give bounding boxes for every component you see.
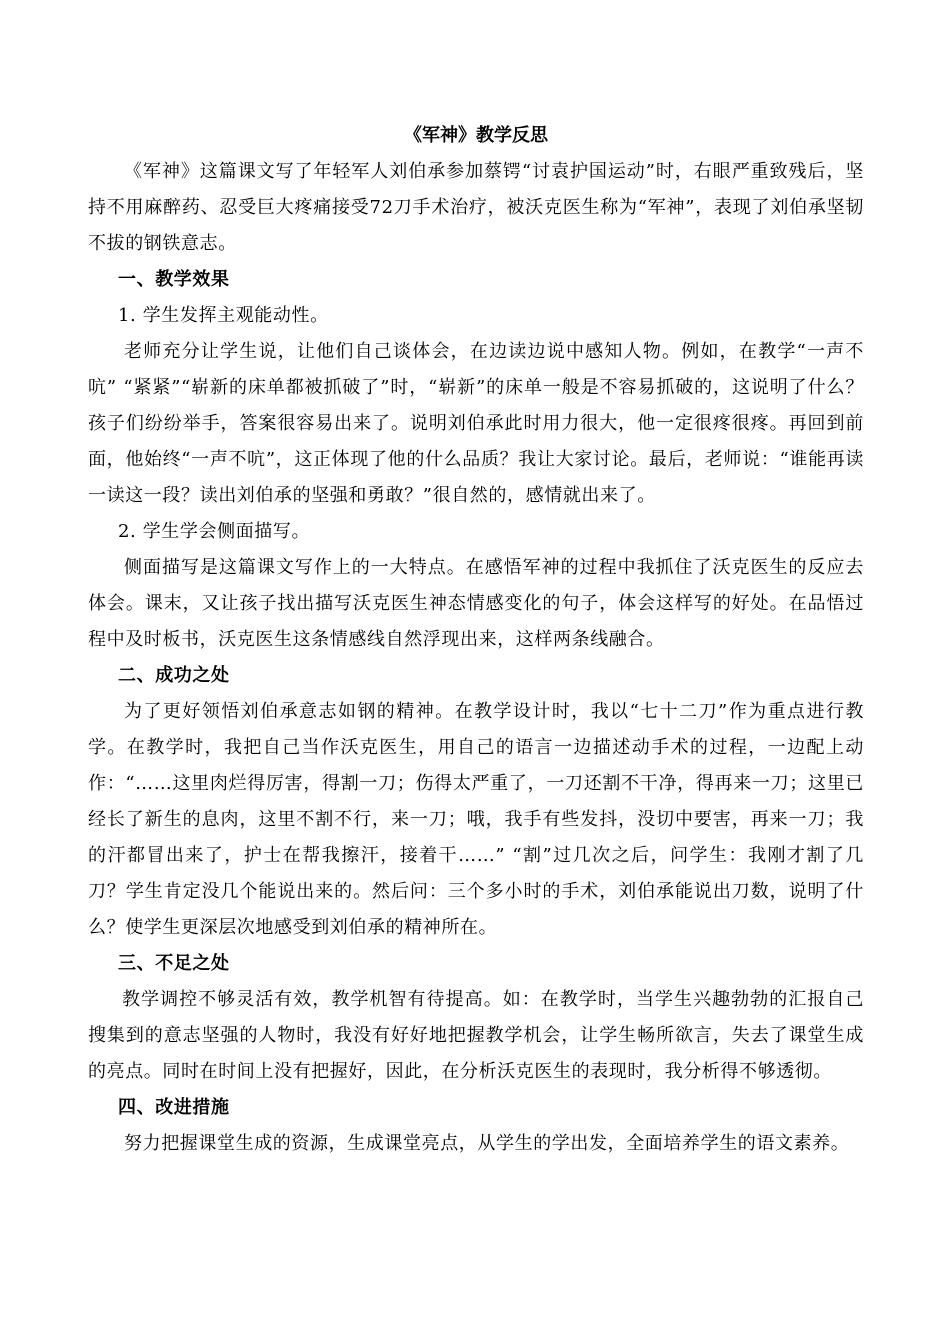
document-title: 《军神》教学反思: [404, 125, 548, 146]
body-paragraph: 侧面描写是这篇课文写作上的一大特点。在感悟军神的过程中我抓住了沃克医生的反应去体会。课末，又让孩子找出描写沃克医生神态情感变化的句子，体会这样写的好处。在品悟过程中及时板书，沃克医生这条情感线自然浮现出来，这样两条线融合。: [88, 557, 864, 650]
body-paragraph: 努力把握课堂生成的资源，生成课堂亮点，从学生的学出发，全面培养学生的语文素养。: [124, 1133, 850, 1154]
intro-paragraph: 《军神》这篇课文写了年轻军人刘伯承参加蔡锷“讨袁护国运动”时，右眼严重致残后，坚持不用麻醉药、忍受巨大疼痛接受72刀手术治疗，被沃克医生称为“军神”，表现了刘伯承坚韧不拔的钢铁意志。: [88, 161, 864, 254]
section-success: [88, 658, 864, 946]
section-improvements: [88, 1090, 864, 1162]
document-page: [88, 118, 864, 1162]
section-heading: 一、教学效果: [118, 269, 230, 290]
body-paragraph: 教学调控不够灵活有效，教学机智有待提高。如：在教学时，当学生兴趣勃勃的汇报自己搜集到的意志坚强的人物时，我没有好好地把握教学机会，让学生畅所欲言，失去了课堂生成的亮点。同时在时间上没有把握好，因此，在分析沃克医生的表现时，我分析得不够透彻。: [88, 989, 864, 1082]
body-paragraph: 为了更好领悟刘伯承意志如钢的精神。在教学设计时，我以“七十二刀”作为重点进行教学。在教学时，我把自己当作沃克医生，用自己的语言一边描述动手术的过程，一边配上动作：“……这里肉烂得厉害，得割一刀；伤得太严重了，一刀还割不干净，得再来一刀；这里已经长了新生的息肉，这里不割不行，来一刀；哦，我手有些发抖，没切中要害，再来一刀；我的汗都冒出来了，护士在帮我擦汗，接着干……” “割”过几次之后，问学生：我刚才割了几刀？学生肯定没几个能说出来的。然后问：三个多小时的手术，刘伯承能说出刀数，说明了什么？使学生更深层次地感受到刘伯承的精神所在。: [88, 701, 864, 938]
section-heading: 二、成功之处: [118, 665, 230, 686]
list-item: 2. 学生学会侧面描写。: [118, 521, 311, 542]
section-teaching-effect: [88, 262, 864, 658]
section-shortcomings: [88, 946, 864, 1090]
body-paragraph: 老师充分让学生说，让他们自己谈体会，在边读边说中感知人物。例如，在教学“一声不吭” “紧紧”“崭新的床单都被抓破了”时，“崭新”的床单一般是不容易抓破的，这说明了什么？ 孩子们纷纷举手，答案很容易出来了。说明刘伯承此时用力很大，他一定很疼很疼。再回到前面，他始终“一声不吭”，这正体现了他的什么品质？我让大家讨论。最后，老师说：“谁能再读一读这一段？读出刘伯承的坚强和勇敢？”很自然的，感情就出来了。: [88, 341, 864, 506]
section-heading: 四、改进措施: [118, 1097, 230, 1118]
list-item: 1. 学生发挥主观能动性。: [118, 305, 329, 326]
section-heading: 三、不足之处: [118, 953, 230, 974]
